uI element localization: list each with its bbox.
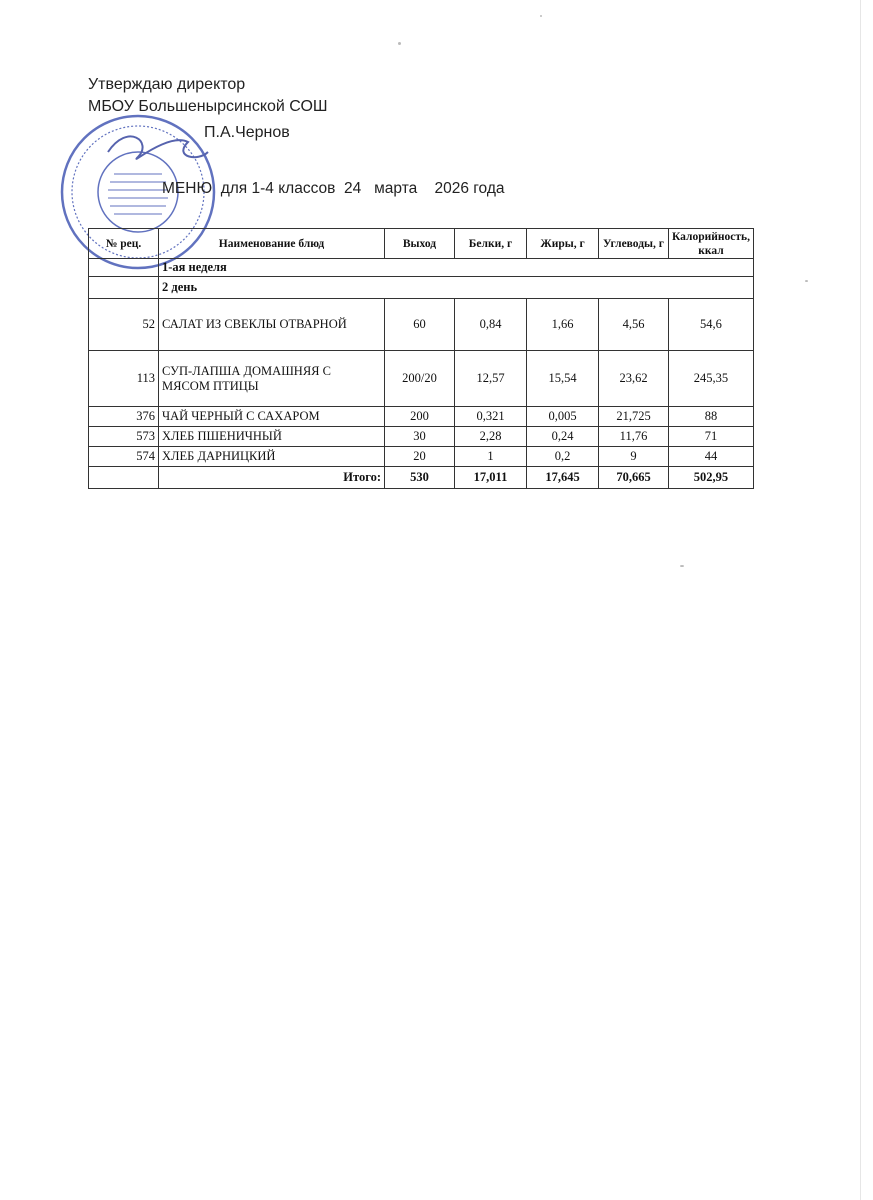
row-calories: 88 [669, 407, 754, 427]
row-fat: 0,005 [527, 407, 599, 427]
row-name: САЛАТ ИЗ СВЕКЛЫ ОТВАРНОЙ [159, 299, 385, 351]
table-row [89, 447, 754, 467]
row-output: 30 [385, 427, 455, 447]
header-name: Наименование блюд [159, 229, 385, 259]
week-row [89, 259, 754, 277]
scan-speck [398, 42, 401, 45]
day-row [89, 277, 754, 299]
header-output: Выход [385, 229, 455, 259]
row-calories: 44 [669, 447, 754, 467]
scan-speck [805, 280, 808, 282]
menu-table [88, 228, 754, 489]
row-protein: 2,28 [455, 427, 527, 447]
row-protein: 12,57 [455, 351, 527, 407]
row-fat: 15,54 [527, 351, 599, 407]
row-num: 113 [89, 351, 159, 407]
row-fat: 0,2 [527, 447, 599, 467]
row-num: 574 [89, 447, 159, 467]
row-num: 376 [89, 407, 159, 427]
header-row [89, 229, 754, 259]
row-carbs: 9 [599, 447, 669, 467]
total-carbs: 70,665 [599, 467, 669, 489]
week-label: 1-ая неделя [159, 259, 754, 277]
header-protein: Белки, г [455, 229, 527, 259]
header-fat: Жиры, г [527, 229, 599, 259]
row-name: ЧАЙ ЧЕРНЫЙ С САХАРОМ [159, 407, 385, 427]
day-label: 2 день [159, 277, 754, 299]
row-output: 200/20 [385, 351, 455, 407]
school-name: МБОУ Большенырсинской СОШ [88, 98, 328, 115]
total-calories: 502,95 [669, 467, 754, 489]
director-name: П.А.Чернов [204, 124, 290, 141]
table-row [89, 407, 754, 427]
total-protein: 17,011 [455, 467, 527, 489]
row-output: 20 [385, 447, 455, 467]
row-protein: 1 [455, 447, 527, 467]
menu-title: МЕНЮ для 1-4 классов 24 марта 2026 года [162, 180, 505, 197]
row-fat: 1,66 [527, 299, 599, 351]
row-calories: 54,6 [669, 299, 754, 351]
row-carbs: 23,62 [599, 351, 669, 407]
row-carbs: 4,56 [599, 299, 669, 351]
total-row [89, 467, 754, 489]
row-name: ХЛЕБ ДАРНИЦКИЙ [159, 447, 385, 467]
total-fat: 17,645 [527, 467, 599, 489]
header-calories: Калорийность, ккал [669, 229, 754, 259]
table-row [89, 351, 754, 407]
table-row [89, 427, 754, 447]
row-carbs: 11,76 [599, 427, 669, 447]
row-name: ХЛЕБ ПШЕНИЧНЫЙ [159, 427, 385, 447]
row-protein: 0,84 [455, 299, 527, 351]
header-num: № рец. [89, 229, 159, 259]
header-carbs: Углеводы, г [599, 229, 669, 259]
row-num: 573 [89, 427, 159, 447]
scan-speck [680, 565, 684, 567]
row-fat: 0,24 [527, 427, 599, 447]
row-name: СУП-ЛАПША ДОМАШНЯЯ С МЯСОМ ПТИЦЫ [159, 351, 385, 407]
table-row [89, 299, 754, 351]
total-label: Итого: [159, 467, 385, 489]
row-output: 60 [385, 299, 455, 351]
row-protein: 0,321 [455, 407, 527, 427]
total-output: 530 [385, 467, 455, 489]
row-calories: 71 [669, 427, 754, 447]
row-carbs: 21,725 [599, 407, 669, 427]
page-edge [860, 0, 861, 1200]
row-num: 52 [89, 299, 159, 351]
scan-speck [540, 15, 542, 17]
row-output: 200 [385, 407, 455, 427]
approval-line: Утверждаю директор [88, 76, 246, 93]
row-calories: 245,35 [669, 351, 754, 407]
